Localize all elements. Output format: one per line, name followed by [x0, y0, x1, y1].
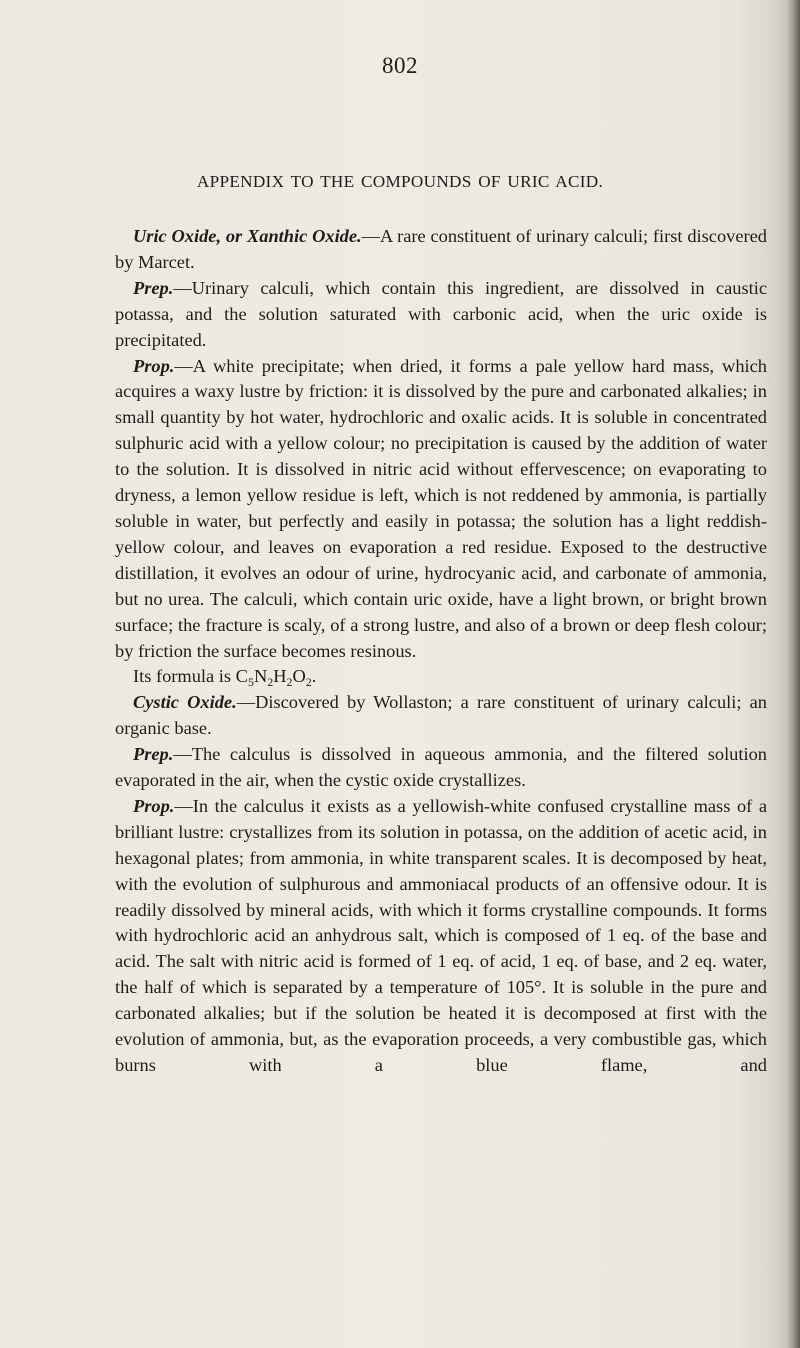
paragraph-formula — [115, 664, 767, 690]
paragraph-cystic-prop — [115, 794, 767, 1079]
formula-suffix: . — [311, 666, 317, 687]
formula-prefix: Its formula is C — [133, 666, 248, 687]
body-text — [115, 224, 767, 1079]
page-edge-shadow — [786, 0, 800, 1348]
formula-c-count: 5 — [247, 675, 254, 690]
section-heading: APPENDIX TO THE COMPOUNDS OF URIC ACID. — [196, 172, 604, 191]
paragraph-uric-prep — [115, 276, 767, 354]
term-prep: Prep. — [133, 277, 174, 298]
paragraph-text: —The calculus is dissolved in aqueous ammonia, and the filtered solution evaporated in the air, when the cystic oxide crystallizes. — [115, 744, 767, 791]
formula-o-count: 2 — [305, 675, 312, 690]
paragraph-cystic-prep — [115, 742, 767, 794]
paragraph-uric-prop — [115, 354, 767, 665]
term-prop: Prop. — [133, 355, 175, 376]
paragraph-text: —In the calculus it exists as a yellowish-white confused crystalline mass of a brilliant lustre: crystallizes from its solution in potassa, on the addition of acetic acid, in hexagonal plates; from ammonia, in white transparent scales. It is decomposed by heat, with the evolution of sulphurous and ammoniacal products of an offensive odour. It is readily dissolved by mineral acids, with which it forms crystalline compounds. It forms with hydrochloric acid an anhydrous salt, which is composed of 1 eq. of the base and acid. The salt with nitric acid is formed of 1 eq. of acid, 1 eq. of base, and 2 eq. water, the half of which is separated by a temperature of 105°. It is soluble in the pure and carbonated alkalies; but if the solution be heated it is decomposed at first with the evolution of ammonia, but, as the evaporation proceeds, a very combustible gas, which burns with a blue flame, and — [115, 795, 767, 1075]
term-cystic-oxide: Cystic Oxide. — [133, 692, 237, 713]
paragraph-text: —A white precipitate; when dried, it forms a pale yellow hard mass, which acquires a waxy lustre by friction: it is dissolved by the pure and carbonated alkalies; in small quantity by hot water, hydrochloric and oxalic acids. It is soluble in concentrated sulphuric acid with a yellow colour; no precipitation is caused by the addition of water to the solution. It is dissolved in nitric acid without effervescence; on evaporating to dryness, a lemon yellow residue is left, which is not reddened by ammonia, is partially soluble in water, but perfectly and easily in potassa; the solution has a light reddish-yellow colour, and leaves on evaporation a red residue. Exposed to the destructive distillation, it evolves an odour of urine, hydrocyanic acid, and carbonate of ammonia, but no urea. The calculi, which contain uric oxide, have a light brown, or bright brown surface; the fracture is scaly, of a strong lustre, and also of a brown or deep flesh colour; by friction the surface becomes resinous. — [115, 355, 767, 661]
formula-h: H — [273, 666, 287, 687]
formula-n-count: 2 — [267, 675, 274, 690]
term-uric-oxide: Uric Oxide, or Xanthic Oxide. — [133, 226, 362, 246]
term-prop: Prop. — [133, 795, 175, 816]
paragraph-text: —Urinary calculi, which contain this ingredient, are dissolved in caustic potassa, and the solution saturated with carbonic acid, when the uric oxide is precipitated. — [115, 277, 767, 350]
paragraph-text: —A rare constituent of urinary calculi; first discovered by Marcet. — [115, 226, 767, 272]
term-prep: Prep. — [133, 744, 174, 765]
paragraph-cystic-oxide — [115, 690, 767, 742]
formula-n: N — [253, 666, 268, 687]
page-number: 802 — [382, 53, 418, 78]
paragraph-uric-oxide — [115, 224, 767, 276]
paragraph-text: —Discovered by Wollaston; a rare constituent of urinary calculi; an organic base. — [115, 692, 767, 739]
formula-o: O — [292, 666, 306, 687]
formula-h-count: 2 — [286, 675, 293, 690]
